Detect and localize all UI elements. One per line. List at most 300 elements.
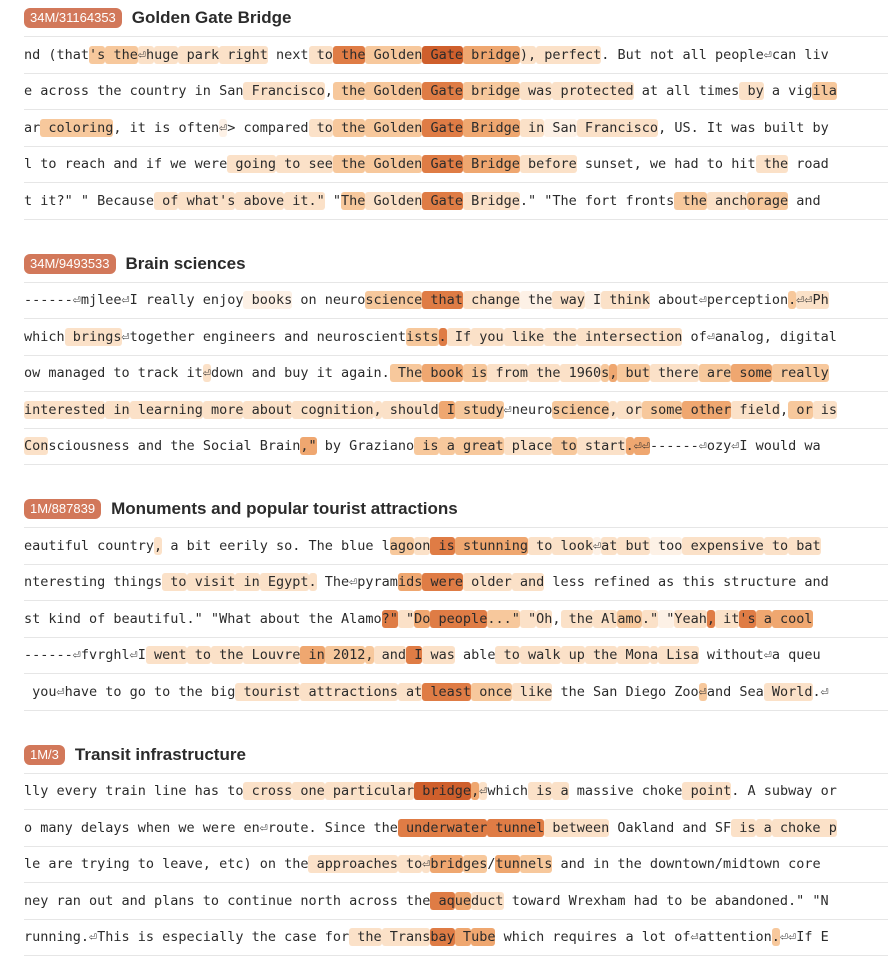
token: a bbox=[552, 783, 569, 800]
feature-section bbox=[24, 0, 888, 220]
token: way bbox=[552, 292, 585, 309]
token: in bbox=[300, 647, 325, 664]
token: ." bbox=[641, 610, 659, 627]
token: Francisco bbox=[243, 83, 325, 100]
token: to bbox=[763, 537, 789, 554]
token: ..." bbox=[487, 610, 520, 627]
feature-header bbox=[24, 246, 888, 282]
token: which requires a lot of⏎attention bbox=[495, 929, 772, 946]
token: a bbox=[438, 438, 455, 455]
token: that bbox=[422, 292, 463, 309]
token: Gate bbox=[422, 83, 463, 100]
token: bridge bbox=[462, 83, 520, 100]
token: anch bbox=[706, 192, 748, 209]
feature-title: Brain sciences bbox=[125, 253, 246, 273]
token: walk bbox=[519, 647, 561, 664]
token: less refined as this structure and bbox=[544, 574, 829, 591]
token: attractions bbox=[300, 683, 398, 700]
token: intersection bbox=[576, 328, 683, 345]
token: was bbox=[519, 83, 553, 100]
token: least bbox=[422, 683, 472, 700]
example-row[interactable] bbox=[24, 37, 888, 74]
token: in bbox=[235, 574, 260, 591]
token: to bbox=[186, 647, 211, 664]
token: are bbox=[698, 365, 732, 382]
token: you bbox=[471, 328, 504, 345]
token: ," bbox=[300, 438, 317, 455]
token: the bbox=[527, 365, 561, 382]
token: . bbox=[771, 929, 780, 946]
token: before bbox=[519, 156, 577, 173]
token: by Graziano bbox=[316, 438, 415, 455]
token: Golden bbox=[365, 192, 423, 209]
token: cognition bbox=[292, 401, 374, 418]
token: , bbox=[365, 647, 374, 664]
token: " bbox=[519, 610, 537, 627]
token: Golden bbox=[365, 83, 423, 100]
token: science bbox=[365, 292, 423, 309]
token: right bbox=[219, 46, 268, 63]
token: , bbox=[609, 401, 618, 418]
token: is bbox=[527, 783, 553, 800]
token: some bbox=[641, 401, 683, 418]
token: l to reach and if we were bbox=[24, 156, 228, 173]
token: park bbox=[178, 46, 220, 63]
token: , bbox=[324, 83, 333, 100]
token: but bbox=[617, 537, 650, 554]
token: change bbox=[462, 292, 520, 309]
token: about⏎perception bbox=[649, 292, 789, 309]
token: visit bbox=[186, 574, 236, 591]
token: ?" bbox=[381, 610, 398, 627]
token: Do bbox=[414, 610, 431, 627]
token: ⏎ bbox=[422, 856, 431, 873]
token: like bbox=[503, 328, 545, 345]
token: " bbox=[324, 192, 342, 209]
token: , bbox=[706, 610, 715, 627]
token: ⏎ bbox=[219, 119, 228, 136]
token: , bbox=[471, 783, 480, 800]
token: , it is often bbox=[113, 119, 220, 136]
token: But not all people⏎can liv bbox=[609, 46, 829, 63]
example-row[interactable] bbox=[24, 883, 888, 920]
token: The bbox=[341, 192, 366, 209]
example-row[interactable] bbox=[24, 810, 888, 847]
token: The bbox=[389, 365, 423, 382]
token: 's bbox=[739, 610, 756, 627]
token: bay bbox=[430, 929, 455, 946]
token: protected bbox=[552, 83, 634, 100]
token: , bbox=[609, 365, 618, 382]
token: San bbox=[544, 119, 577, 136]
example-row[interactable] bbox=[24, 528, 888, 565]
example-list bbox=[24, 527, 888, 711]
token: the bbox=[560, 610, 594, 627]
token: bridge bbox=[414, 783, 472, 800]
token: running.⏎This is especially the case for bbox=[24, 929, 350, 946]
token: the bbox=[332, 156, 366, 173]
token: Gate bbox=[422, 119, 463, 136]
token: without⏎a queu bbox=[698, 647, 821, 664]
example-list bbox=[24, 282, 888, 466]
token: ." "The fort fronts bbox=[519, 192, 675, 209]
token: it bbox=[715, 610, 740, 627]
token: . A subway or bbox=[731, 783, 837, 800]
token: coloring bbox=[40, 119, 114, 136]
token: study bbox=[454, 401, 504, 418]
token: Trans bbox=[381, 929, 431, 946]
token: o many delays when we were en⏎route. Since the bbox=[24, 819, 398, 836]
token: . bbox=[438, 328, 447, 345]
token: what's bbox=[178, 192, 236, 209]
token: at all times bbox=[633, 83, 740, 100]
token: older bbox=[462, 574, 512, 591]
token: a vig bbox=[763, 83, 813, 100]
token: ⏎together engineers and neuroscient bbox=[121, 328, 407, 345]
token: " bbox=[397, 610, 415, 627]
token: went bbox=[145, 647, 187, 664]
token: in bbox=[519, 119, 545, 136]
token: on bbox=[414, 537, 431, 554]
token: I bbox=[438, 401, 455, 418]
token: think bbox=[601, 292, 650, 309]
token: Bridge bbox=[462, 156, 520, 173]
token: the bbox=[210, 647, 244, 664]
token: , bbox=[154, 537, 163, 554]
token: and bbox=[373, 647, 407, 664]
example-row[interactable] bbox=[24, 183, 888, 220]
token: tunnel bbox=[487, 819, 545, 836]
token: of⏎analog, digital bbox=[682, 328, 837, 345]
token: the bbox=[332, 46, 366, 63]
token: bridge bbox=[463, 46, 520, 63]
token: I bbox=[406, 647, 423, 664]
feature-id-badge[interactable]: 34M/9493533 bbox=[24, 254, 116, 274]
token: ⏎ bbox=[593, 537, 602, 554]
token: to bbox=[495, 647, 520, 664]
token: ids bbox=[397, 574, 423, 591]
token: orage bbox=[747, 192, 789, 209]
token: uge bbox=[154, 46, 179, 63]
token: ), bbox=[519, 46, 537, 63]
feature-section bbox=[24, 246, 888, 466]
token: nels bbox=[519, 856, 553, 873]
example-row[interactable] bbox=[24, 74, 888, 111]
token: or bbox=[617, 401, 642, 418]
example-row[interactable] bbox=[24, 392, 888, 429]
token: the bbox=[332, 83, 366, 100]
token: The⏎pyram bbox=[316, 574, 398, 591]
token: by bbox=[739, 83, 764, 100]
token: ⏎⏎If E bbox=[779, 929, 829, 946]
token: is bbox=[812, 401, 837, 418]
token: to bbox=[552, 438, 577, 455]
token: 2012 bbox=[324, 647, 366, 664]
token: ube bbox=[471, 929, 496, 946]
token: eautiful country bbox=[24, 537, 155, 554]
token: bat bbox=[788, 537, 821, 554]
token: cross bbox=[243, 783, 293, 800]
token: Lisa bbox=[658, 647, 699, 664]
example-row[interactable] bbox=[24, 110, 888, 147]
token: ------⏎ozy⏎I would wa bbox=[649, 438, 821, 455]
token: the bbox=[674, 192, 707, 209]
token: I bbox=[584, 292, 602, 309]
token: ⏎neuro bbox=[503, 401, 553, 418]
token: the bbox=[105, 46, 138, 63]
example-row[interactable] bbox=[24, 847, 888, 884]
token: choke p bbox=[771, 819, 837, 836]
token: lly every train line has to bbox=[24, 783, 244, 800]
token: down and buy it again. bbox=[210, 365, 390, 382]
feature-title: Monuments and popular tourist attractions bbox=[111, 499, 458, 518]
token: , bbox=[780, 401, 789, 418]
token: t it?" " Because bbox=[24, 192, 155, 209]
token: it." bbox=[284, 192, 325, 209]
token: ------⏎fvrghl⏎I bbox=[24, 647, 146, 664]
token: ( bbox=[48, 46, 57, 63]
token: T bbox=[454, 929, 472, 946]
token: from bbox=[487, 365, 528, 382]
feature-header bbox=[24, 0, 888, 36]
token: s bbox=[601, 365, 610, 382]
token: start bbox=[576, 438, 626, 455]
token: other bbox=[682, 401, 732, 418]
token: aq bbox=[430, 892, 455, 909]
token: tourist bbox=[235, 683, 301, 700]
token: at bbox=[601, 537, 618, 554]
token: Gate bbox=[422, 156, 463, 173]
token: and bbox=[511, 574, 545, 591]
feature-title: Transit infrastructure bbox=[74, 744, 246, 764]
token: ow managed to track it bbox=[24, 365, 203, 382]
token: Al bbox=[593, 610, 618, 627]
token: brings bbox=[64, 328, 122, 345]
token: above bbox=[235, 192, 285, 209]
token: st kind of beautiful." "What about the Alamo bbox=[24, 610, 382, 627]
token: to see bbox=[275, 156, 333, 173]
token: science bbox=[552, 401, 610, 418]
token: the San Diego Zoo bbox=[552, 683, 699, 700]
token: to bbox=[162, 574, 187, 591]
feature-section bbox=[24, 491, 888, 711]
example-row[interactable] bbox=[24, 429, 888, 466]
feature-header bbox=[24, 737, 888, 773]
token: ges bbox=[462, 856, 488, 873]
token: a bit eerily so. The blue l bbox=[162, 537, 390, 554]
token: nteresting things bbox=[24, 574, 163, 591]
example-row[interactable] bbox=[24, 319, 888, 356]
token: Egypt bbox=[259, 574, 309, 591]
token: road bbox=[788, 156, 829, 173]
token: like bbox=[511, 683, 553, 700]
token: really bbox=[771, 365, 829, 382]
token: some bbox=[731, 365, 772, 382]
token: .⏎ bbox=[812, 683, 829, 700]
token: learning bbox=[129, 401, 203, 418]
token: look bbox=[552, 537, 593, 554]
token: Con bbox=[24, 438, 49, 455]
token: ago bbox=[389, 537, 415, 554]
token: is bbox=[430, 537, 455, 554]
token: is bbox=[731, 819, 756, 836]
token: interested bbox=[24, 401, 106, 418]
token: is bbox=[414, 438, 439, 455]
token: at bbox=[397, 683, 423, 700]
token: approaches bbox=[308, 856, 398, 873]
token: / bbox=[487, 856, 496, 873]
token: but bbox=[617, 365, 650, 382]
token: Bridge bbox=[462, 119, 520, 136]
example-list bbox=[24, 773, 888, 957]
token: the bbox=[544, 328, 577, 345]
token: underwater bbox=[397, 819, 488, 836]
token: If bbox=[446, 328, 472, 345]
token: book bbox=[422, 365, 463, 382]
token: Golden bbox=[365, 119, 423, 136]
feature-header bbox=[24, 491, 888, 527]
token: there bbox=[649, 365, 699, 382]
token: ue bbox=[454, 892, 472, 909]
token: massive choke bbox=[568, 783, 683, 800]
token: too bbox=[649, 537, 683, 554]
token: able bbox=[454, 647, 496, 664]
feature-id-badge[interactable]: 1M/887839 bbox=[24, 499, 101, 519]
token: tun bbox=[495, 856, 520, 873]
token: ists bbox=[406, 328, 439, 345]
token: ney ran out and plans to continue north across the bbox=[24, 892, 431, 909]
token: Oh bbox=[536, 610, 553, 627]
token: great bbox=[454, 438, 504, 455]
example-row[interactable] bbox=[24, 638, 888, 675]
token: sunset, we had to hit bbox=[576, 156, 756, 173]
example-row[interactable] bbox=[24, 920, 888, 957]
example-row[interactable] bbox=[24, 283, 888, 320]
token: the bbox=[519, 292, 553, 309]
token: and Sea bbox=[706, 683, 764, 700]
token: place bbox=[503, 438, 553, 455]
token: to bbox=[397, 856, 423, 873]
token: ⏎ bbox=[202, 365, 211, 382]
example-row[interactable] bbox=[24, 356, 888, 393]
token: field bbox=[731, 401, 781, 418]
token: 's bbox=[89, 46, 106, 63]
token: which bbox=[24, 328, 65, 345]
token: the bbox=[349, 929, 382, 946]
token: was bbox=[422, 647, 455, 664]
token: between bbox=[544, 819, 610, 836]
token: books bbox=[243, 292, 293, 309]
token: Mon bbox=[617, 647, 650, 664]
token: Yeah bbox=[674, 610, 707, 627]
token: the bbox=[332, 119, 366, 136]
token: more bbox=[202, 401, 244, 418]
token: point bbox=[682, 783, 732, 800]
token: you⏎have to go to the big bbox=[24, 683, 236, 700]
token: ------⏎mjlee⏎I really enjoy bbox=[24, 292, 244, 309]
token: perfect bbox=[536, 46, 602, 63]
token: ⏎ bbox=[479, 783, 488, 800]
token: Golden bbox=[365, 46, 423, 63]
token: duct bbox=[471, 892, 504, 909]
token: about bbox=[243, 401, 293, 418]
token: toward Wrexham had to be abandoned." "N bbox=[503, 892, 829, 909]
example-row[interactable] bbox=[24, 774, 888, 811]
token: of bbox=[154, 192, 179, 209]
token: 1960 bbox=[560, 365, 602, 382]
token: . bbox=[308, 574, 317, 591]
token: is bbox=[462, 365, 488, 382]
token: ⏎⏎ bbox=[633, 438, 650, 455]
token: expensive bbox=[682, 537, 764, 554]
token: one bbox=[292, 783, 325, 800]
token: or bbox=[788, 401, 813, 418]
example-list bbox=[24, 36, 888, 220]
token: the bbox=[755, 156, 789, 173]
token: cool bbox=[771, 610, 813, 627]
token: to bbox=[308, 119, 333, 136]
token: in bbox=[105, 401, 130, 418]
token: to bbox=[527, 537, 553, 554]
token: ar bbox=[24, 119, 41, 136]
token: , bbox=[373, 401, 382, 418]
token: Oakland and SF bbox=[609, 819, 732, 836]
token: Gate bbox=[422, 192, 463, 209]
token: a bbox=[649, 647, 659, 664]
token: up bbox=[560, 647, 585, 664]
token: Bridge bbox=[462, 192, 520, 209]
feature-id-badge[interactable]: 1M/3 bbox=[24, 745, 65, 765]
feature-section bbox=[24, 737, 888, 957]
token: to bbox=[308, 46, 333, 63]
token: next bbox=[267, 46, 309, 63]
example-row[interactable] bbox=[24, 565, 888, 602]
token: sciousness and the Social Brain bbox=[48, 438, 301, 455]
token: le are trying to leave, etc) on the bbox=[24, 856, 309, 873]
token: that bbox=[56, 46, 90, 63]
token: . bbox=[788, 292, 797, 309]
token: nd bbox=[24, 46, 49, 63]
example-row[interactable] bbox=[24, 147, 888, 184]
example-row[interactable] bbox=[24, 601, 888, 638]
token: once bbox=[471, 683, 512, 700]
token: particular bbox=[324, 783, 415, 800]
token: > compared bbox=[227, 119, 309, 136]
token: a bbox=[755, 819, 772, 836]
token: . bbox=[625, 438, 634, 455]
token: people bbox=[430, 610, 488, 627]
token: and bbox=[788, 192, 821, 209]
token: ⏎h bbox=[137, 46, 155, 63]
token: were bbox=[422, 574, 463, 591]
token: amo bbox=[617, 610, 642, 627]
token: a bbox=[755, 610, 772, 627]
token: going bbox=[227, 156, 276, 173]
token: , bbox=[552, 610, 561, 627]
token: . bbox=[601, 46, 610, 63]
feature-title: Golden Gate Bridge bbox=[131, 8, 292, 27]
token: brid bbox=[430, 856, 463, 873]
example-row[interactable] bbox=[24, 674, 888, 711]
token: " bbox=[658, 610, 675, 627]
token: Golden bbox=[365, 156, 423, 173]
token: Gate bbox=[422, 46, 463, 63]
feature-id-badge[interactable]: 34M/31164353 bbox=[24, 8, 122, 28]
token: World bbox=[763, 683, 813, 700]
token: ⏎⏎Ph bbox=[796, 292, 829, 309]
token: the bbox=[584, 647, 618, 664]
token: and in the downtown/midtown core bbox=[552, 856, 821, 873]
